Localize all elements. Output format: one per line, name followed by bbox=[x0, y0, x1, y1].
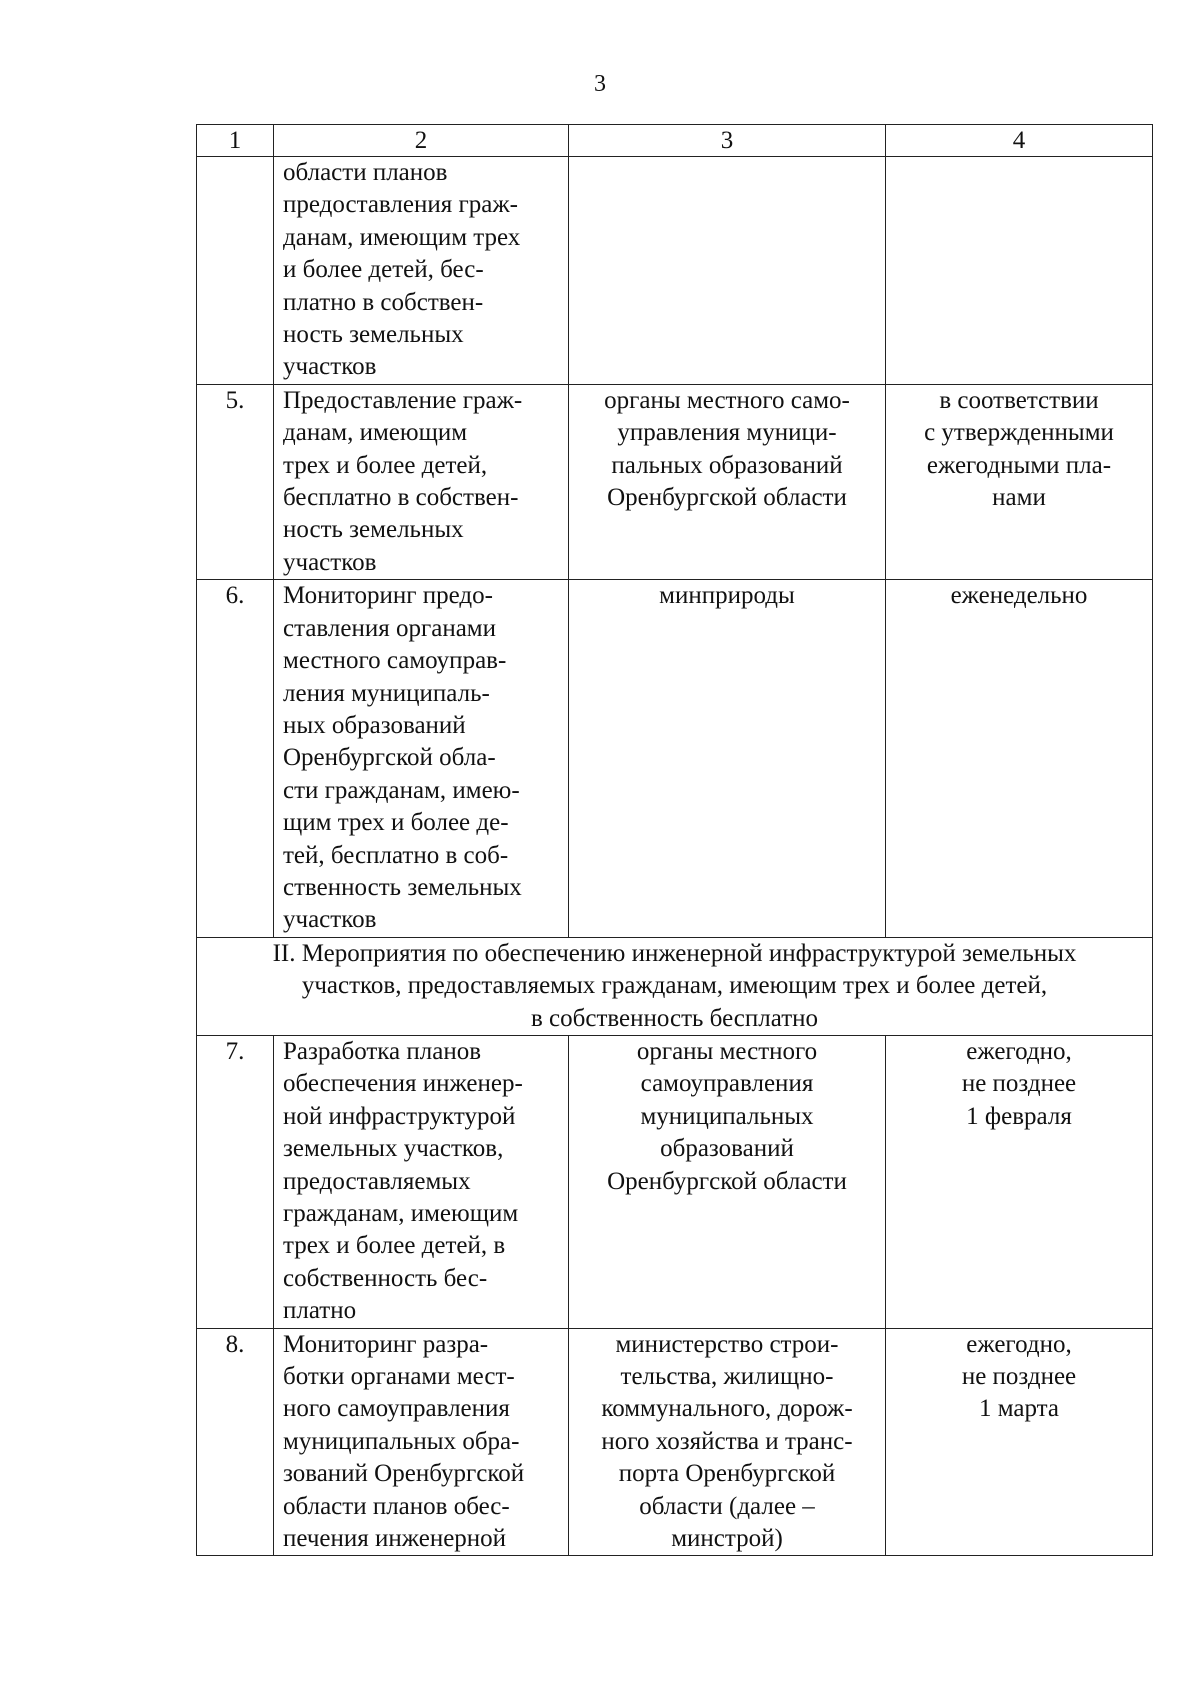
text-line: участков, предоставляемых гражданам, имеющим трех и более детей, bbox=[301, 972, 1048, 1000]
header-col-4: 4 bbox=[886, 125, 1153, 157]
plan-table bbox=[196, 124, 1153, 1556]
section-heading-row bbox=[197, 937, 1153, 1035]
text-line: еженедельно bbox=[950, 582, 1088, 610]
table-row-continuation bbox=[197, 157, 1153, 385]
header-col-1: 1 bbox=[197, 125, 274, 157]
table-row-5 bbox=[197, 384, 1153, 579]
text-line: участков bbox=[283, 353, 377, 381]
section-heading bbox=[197, 937, 1153, 1035]
responsible-cell bbox=[569, 1035, 886, 1328]
text-line: образований bbox=[660, 1135, 794, 1163]
activity-cell bbox=[274, 1328, 569, 1556]
table-header-row bbox=[197, 125, 1153, 157]
text-line: участков bbox=[283, 548, 377, 576]
text-line: участков bbox=[283, 906, 377, 934]
text-line: в собственность бесплатно bbox=[530, 1004, 818, 1032]
text-line: щим трех и более де- bbox=[283, 809, 509, 837]
text-line: тельства, жилищно- bbox=[620, 1363, 834, 1391]
text-line: данам, имеющим bbox=[283, 419, 468, 447]
row-number: 8. bbox=[197, 1328, 274, 1556]
text-line: Мониторинг предо- bbox=[283, 582, 493, 610]
text-line: Оренбургской области bbox=[607, 484, 847, 512]
table-row-7 bbox=[197, 1035, 1153, 1328]
text-line: Разработка планов bbox=[283, 1037, 482, 1065]
text-line: платно в собствен- bbox=[283, 288, 484, 316]
text-line: ность земельных bbox=[283, 321, 464, 349]
header-col-3: 3 bbox=[569, 125, 886, 157]
text-line: минстрой) bbox=[671, 1525, 783, 1553]
text-line: министерство строи- bbox=[615, 1330, 839, 1358]
responsible-cell bbox=[569, 384, 886, 579]
activity-cell bbox=[274, 1035, 569, 1328]
text-line: органы местного bbox=[636, 1037, 818, 1065]
text-line: предоставляемых bbox=[283, 1167, 471, 1195]
text-line: нами bbox=[992, 484, 1046, 512]
text-line: обеспечения инженер- bbox=[283, 1070, 523, 1098]
text-line: печения инженерной bbox=[283, 1525, 507, 1553]
text-line: не позднее bbox=[961, 1070, 1077, 1098]
text-line: и более детей, бес- bbox=[283, 256, 484, 284]
table-row-6 bbox=[197, 580, 1153, 937]
text-line: ставления органами bbox=[283, 614, 497, 642]
activity-cell bbox=[274, 580, 569, 937]
text-line: Мониторинг разра- bbox=[283, 1330, 489, 1358]
text-line: ботки органами мест- bbox=[283, 1363, 515, 1391]
text-line: 1 февраля bbox=[966, 1102, 1072, 1130]
text-line: органы местного само- bbox=[604, 386, 850, 414]
text-line: сти гражданам, имею- bbox=[283, 776, 520, 804]
text-line: Оренбургской области bbox=[607, 1167, 847, 1195]
text-line: предоставления граж- bbox=[283, 191, 518, 219]
text-line: 1 марта bbox=[979, 1395, 1059, 1423]
text-line: тей, бесплатно в соб- bbox=[283, 841, 509, 869]
text-line: собственность бес- bbox=[283, 1264, 488, 1292]
text-line: области планов обес- bbox=[283, 1492, 510, 1520]
text-line: трех и более детей, в bbox=[283, 1232, 506, 1260]
deadline-cell bbox=[886, 1328, 1153, 1556]
header-col-2: 2 bbox=[274, 125, 569, 157]
text-line: порта Оренбургской bbox=[618, 1460, 836, 1488]
text-line: ного хозяйства и транс- bbox=[601, 1427, 853, 1455]
table-row-8 bbox=[197, 1328, 1153, 1556]
text-line: с утвержденными bbox=[924, 419, 1114, 447]
responsible-cell bbox=[569, 1328, 886, 1556]
text-line: местного самоуправ- bbox=[283, 647, 507, 675]
text-line: пальных образований bbox=[611, 451, 843, 479]
text-line: трех и более детей, bbox=[283, 451, 488, 479]
text-line: ного самоуправления bbox=[283, 1395, 510, 1423]
text-line: не позднее bbox=[961, 1363, 1077, 1391]
text-line: самоуправления bbox=[640, 1070, 814, 1098]
deadline-cell bbox=[886, 580, 1153, 937]
text-line: минприроды bbox=[659, 582, 795, 610]
responsible-cell bbox=[569, 157, 886, 385]
text-line: ежегодными пла- bbox=[926, 451, 1112, 479]
text-line: ежегодно, bbox=[966, 1330, 1072, 1358]
text-line: Предоставление граж- bbox=[283, 386, 523, 414]
page-number: 3 bbox=[594, 71, 606, 97]
text-line: II. Мероприятия по обеспечению инженерной инфраструктурой земельных bbox=[272, 939, 1077, 967]
row-number: 6. bbox=[197, 580, 274, 937]
text-line: бесплатно в собствен- bbox=[283, 484, 519, 512]
text-line: муниципальных bbox=[640, 1102, 814, 1130]
text-line: муниципальных обра- bbox=[283, 1427, 520, 1455]
text-line: управления муници- bbox=[617, 419, 837, 447]
activity-cell bbox=[274, 157, 569, 385]
text-line: ность земельных bbox=[283, 516, 464, 544]
responsible-cell bbox=[569, 580, 886, 937]
text-line: ных образований bbox=[283, 711, 466, 739]
text-line: коммунального, дорож- bbox=[601, 1395, 853, 1423]
text-line: ежегодно, bbox=[966, 1037, 1072, 1065]
text-line: в соответствии bbox=[939, 386, 1099, 414]
text-line: гражданам, имеющим bbox=[283, 1200, 519, 1227]
text-line: Оренбургской обла- bbox=[283, 744, 496, 772]
text-line: земельных участков, bbox=[283, 1135, 504, 1163]
row-number: 7. bbox=[197, 1035, 274, 1328]
deadline-cell bbox=[886, 1035, 1153, 1328]
text-line: ственность земельных bbox=[283, 873, 522, 901]
row-number: 5. bbox=[197, 384, 274, 579]
text-line: данам, имеющим трех bbox=[283, 223, 521, 251]
text-line: области планов bbox=[283, 159, 448, 186]
text-line: ной инфраструктурой bbox=[283, 1102, 516, 1130]
text-line: области (далее – bbox=[639, 1492, 815, 1520]
activity-cell bbox=[274, 384, 569, 579]
text-line: ления муниципаль- bbox=[283, 679, 490, 707]
deadline-cell bbox=[886, 157, 1153, 385]
row-number bbox=[197, 157, 274, 385]
deadline-cell bbox=[886, 384, 1153, 579]
text-line: зований Оренбургской bbox=[283, 1460, 525, 1488]
text-line: платно bbox=[283, 1297, 357, 1325]
